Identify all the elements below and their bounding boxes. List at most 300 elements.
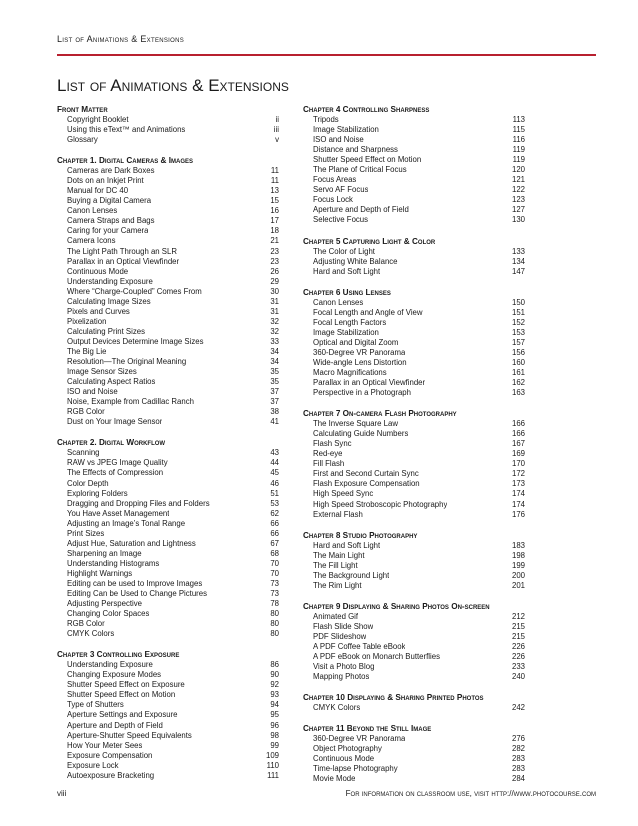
entry-page-number: 283 [511,754,525,764]
entry-page-number: 212 [511,611,525,621]
entry-page-number: 130 [511,215,525,225]
entry-title: Exploring Folders [67,488,128,498]
entry-page-number: 166 [511,419,525,429]
toc-entry[interactable] [57,125,279,135]
toc-entry[interactable] [57,751,279,761]
toc-entry[interactable] [303,368,525,378]
toc-entry[interactable] [303,175,525,185]
entry-page-number: 166 [511,429,525,439]
toc-entry[interactable] [303,622,525,632]
toc-entry[interactable] [303,479,525,489]
entry-page-number: 226 [511,641,525,651]
toc-entry[interactable] [57,670,279,680]
toc-entry[interactable] [303,115,525,125]
toc-entry[interactable] [57,458,279,468]
entry-title: A PDF eBook on Monarch Butterflies [313,652,440,662]
entry-page-number: 226 [511,652,525,662]
toc-entry[interactable] [303,195,525,205]
toc-entry[interactable] [57,226,279,236]
entry-page-number: 78 [270,599,279,609]
entry-page-number: 11 [270,166,279,176]
left-column [57,104,279,781]
entry-page-number: 111 [267,770,279,780]
toc-entry[interactable] [57,579,279,589]
toc-entry[interactable] [303,632,525,642]
entry-title: Pixels and Curves [67,306,130,316]
toc-entry[interactable] [303,754,525,764]
entry-page-number: ii [275,115,279,124]
entry-page-number: 120 [511,165,525,175]
toc-entry[interactable] [303,358,525,368]
toc-entry[interactable] [57,307,279,317]
section-heading: Chapter 6 Using Lenses [303,287,391,297]
entry-title: ISO and Noise [313,135,364,145]
toc-entry[interactable] [303,247,525,257]
entry-page-number: 32 [270,316,279,326]
entry-page-number: 156 [511,347,525,357]
toc-entry[interactable] [303,764,525,774]
entry-title: First and Second Curtain Sync [313,469,419,479]
entry-page-number: 127 [511,205,525,215]
toc-entry[interactable] [57,529,279,539]
entry-title: Aperture and Depth of Field [67,720,163,730]
entry-title: Continuous Mode [313,754,375,764]
entry-title: The Inverse Square Law [313,419,398,429]
entry-title: Wide-angle Lens Distortion [313,357,407,367]
toc-entry[interactable] [303,419,525,429]
entry-title: Pixelization [67,316,107,326]
toc-entry[interactable] [57,539,279,549]
entry-page-number: 44 [270,458,279,468]
entry-title: Image Sensor Sizes [67,367,137,377]
toc-entry[interactable] [303,449,525,459]
entry-title: Copyright Booklet [67,115,129,124]
entry-page-number: 123 [511,195,525,205]
entry-title: Flash Exposure Compensation [313,479,420,489]
entry-page-number: 80 [270,629,279,639]
entry-page-number: 161 [511,367,525,377]
page-title: List of Animations & Extensions [57,76,289,95]
entry-title: Color Depth [67,478,109,488]
section-heading: Chapter 10 Displaying & Sharing Printed Photos [303,693,484,703]
entry-title: Buying a Digital Camera [67,196,152,206]
toc-entry[interactable] [57,206,279,216]
toc-entry[interactable] [303,662,525,672]
entry-page-number: 37 [270,397,279,407]
toc-entry[interactable] [57,741,279,751]
toc-entry[interactable] [303,703,525,713]
entry-page-number: 109 [265,750,279,760]
entry-page-number: 150 [511,297,525,307]
entry-page-number: 41 [270,417,279,427]
header-rule [57,54,596,56]
toc-entry[interactable] [303,459,525,469]
entry-page-number: 95 [270,710,279,720]
toc-entry[interactable] [57,377,279,387]
entry-title: High Speed Sync [313,489,374,499]
entry-page-number: 110 [266,760,279,770]
entry-page-number: 170 [511,459,525,469]
entry-title: RAW vs JPEG Image Quality [67,458,168,468]
toc-entry[interactable] [57,599,279,609]
entry-page-number: 283 [511,764,525,774]
toc-entry[interactable] [57,499,279,509]
entry-page-number: 116 [512,135,525,145]
toc-entry[interactable] [57,397,279,407]
entry-title: Changing Exposure Modes [67,670,162,680]
toc-entry[interactable] [303,135,525,145]
toc-entry[interactable] [57,357,279,367]
section-heading: Front Matter [57,105,108,114]
entry-page-number: 66 [270,518,279,528]
toc-entry[interactable] [57,721,279,731]
toc-entry[interactable] [303,652,525,662]
toc-entry[interactable] [57,287,279,297]
toc-entry[interactable] [303,672,525,682]
entry-title: Focus Areas [313,175,357,185]
toc-entry[interactable] [57,629,279,639]
entry-title: The Rim Light [313,580,362,590]
entry-title: How Your Meter Sees [67,740,143,750]
toc-entry[interactable] [303,267,525,277]
toc-entry[interactable] [303,439,525,449]
entry-title: The Light Path Through an SLR [67,246,177,256]
toc-entry[interactable] [303,338,525,348]
toc-entry[interactable] [303,541,525,551]
toc-entry[interactable] [57,710,279,720]
entry-title: RGB Color [67,619,105,629]
entry-page-number: v [275,135,279,145]
toc-entry[interactable] [303,125,525,135]
entry-title: The Color of Light [313,246,375,256]
entry-title: Continuous Mode [67,266,129,276]
entry-title: PDF Slideshow [313,631,367,641]
entry-page-number: 15 [270,196,279,206]
entry-page-number: 119 [512,155,525,165]
entry-page-number: 45 [270,468,279,478]
entry-page-number: 35 [270,367,279,377]
right-column [303,104,525,784]
toc-entry[interactable] [57,236,279,246]
toc-entry[interactable] [303,429,525,439]
entry-title: Manual for DC 40 [67,186,129,196]
toc-entry[interactable] [57,166,279,176]
entry-title: Autoexposure Bracketing [67,770,155,780]
entry-page-number: 17 [270,216,279,226]
section-heading: Chapter 1. Digital Cameras & Images [57,156,194,166]
entry-title: Camera Icons [67,236,116,246]
entry-title: Focal Length Factors [313,317,387,327]
toc-entry[interactable] [57,448,279,458]
entry-title: The Background Light [313,570,390,580]
entry-page-number: 32 [270,326,279,336]
entry-page-number: 29 [270,276,279,286]
toc-entry[interactable] [303,298,525,308]
toc-entry[interactable] [303,469,525,479]
entry-page-number: 34 [270,357,279,367]
entry-page-number: 163 [511,388,525,398]
entry-page-number: 174 [511,489,525,499]
toc-entry[interactable] [57,135,279,145]
entry-title: External Flash [313,509,363,519]
entry-title: Understanding Histograms [67,558,160,568]
entry-page-number: 70 [270,558,279,568]
toc-entry[interactable] [57,549,279,559]
entry-title: Hard and Soft Light [313,266,381,276]
entry-page-number: 73 [270,589,279,599]
entry-page-number: 134 [511,256,525,266]
entry-page-number: 162 [511,378,525,388]
entry-page-number: 153 [511,327,525,337]
entry-page-number: 284 [511,774,525,784]
entry-page-number: 160 [511,357,525,367]
entry-page-number: 215 [511,621,525,631]
toc-entry[interactable] [303,155,525,165]
toc-entry[interactable] [57,277,279,287]
entry-page-number: 90 [270,670,279,680]
entry-page-number: 23 [270,256,279,266]
toc-entry[interactable] [57,761,279,771]
entry-title: Fill Flash [313,459,345,469]
entry-page-number: 121 [511,175,525,185]
entry-page-number: 282 [511,744,525,754]
section-heading: Chapter 11 Beyond the Still Image [303,724,432,734]
entry-title: Time-lapse Photography [313,764,398,774]
entry-title: Exposure Lock [67,760,119,770]
toc-entry[interactable] [303,551,525,561]
toc-entry[interactable] [303,308,525,318]
toc-entry[interactable] [57,337,279,347]
entry-page-number: 66 [270,528,279,538]
toc-entry[interactable] [303,165,525,175]
entry-title: The Plane of Critical Focus [313,165,407,175]
entry-title: Dots on an Inkjet Print [67,176,144,186]
toc-entry[interactable] [303,744,525,754]
entry-title: Sharpening an Image [67,548,142,558]
toc-entry[interactable] [57,367,279,377]
entry-page-number: 43 [270,448,279,458]
entry-page-number: 51 [270,488,279,498]
entry-title: Perspective in a Photograph [313,388,411,398]
toc-entry[interactable] [57,680,279,690]
toc-entry[interactable] [57,257,279,267]
entry-page-number: 113 [512,115,525,124]
toc-entry[interactable] [57,731,279,741]
entry-title: Adjusting Perspective [67,599,142,609]
entry-page-number: 198 [511,550,525,560]
toc-entry[interactable] [303,378,525,388]
entry-title: Selective Focus [313,215,369,225]
entry-title: Canon Lenses [67,206,118,216]
toc-entry[interactable] [57,176,279,186]
toc-entry[interactable] [303,257,525,267]
entry-title: A PDF Coffee Table eBook [313,641,406,651]
toc-entry[interactable] [303,328,525,338]
entry-title: Understanding Exposure [67,276,153,286]
entry-title: Noise, Example from Cadillac Ranch [67,397,194,407]
entry-page-number: 99 [270,740,279,750]
toc-entry[interactable] [303,388,525,398]
toc-entry[interactable] [57,115,279,125]
entry-title: 360-Degree VR Panorama [313,347,406,357]
toc-entry[interactable] [57,196,279,206]
toc-entry[interactable] [57,417,279,427]
entry-page-number: 33 [270,336,279,346]
toc-entry[interactable] [303,561,525,571]
entry-title: The Main Light [313,550,365,560]
toc-entry[interactable] [303,348,525,358]
entry-title: Aperture and Depth of Field [313,205,409,215]
toc-entry[interactable] [57,468,279,478]
entry-title: Dust on Your Image Sensor [67,417,163,427]
toc-entry[interactable] [303,205,525,215]
entry-page-number: 119 [512,145,525,155]
section-heading: Chapter 3 Controlling Exposure [57,650,180,660]
entry-title: Parallax in an Optical Viewfinder [313,378,426,388]
toc-entry[interactable] [57,327,279,337]
entry-page-number: 67 [270,538,279,548]
entry-title: Output Devices Determine Image Sizes [67,336,204,346]
toc-entry[interactable] [57,479,279,489]
entry-title: Cameras are Dark Boxes [67,166,155,176]
entry-title: 360-Degree VR Panorama [313,734,406,744]
toc-entry[interactable] [57,267,279,277]
entry-title: Flash Sync [313,439,352,449]
entry-page-number: 147 [511,266,525,276]
toc-entry[interactable] [57,519,279,529]
section-heading: Chapter 8 Studio Photography [303,530,418,540]
entry-title: Glossary [67,135,98,145]
entry-page-number: 18 [270,226,279,236]
section-heading: Chapter 7 On-camera Flash Photography [303,409,457,419]
entry-title: Resolution—The Original Meaning [67,357,187,367]
toc-entry[interactable] [57,589,279,599]
entry-page-number: 94 [270,700,279,710]
entry-title: Caring for your Camera [67,226,149,236]
entry-title: Editing can be used to Improve Images [67,578,203,588]
toc-entry[interactable] [57,297,279,307]
toc-entry[interactable] [303,318,525,328]
toc-entry[interactable] [303,774,525,784]
entry-title: Image Stabilization [313,125,379,135]
toc-entry[interactable] [303,185,525,195]
toc-entry[interactable] [303,500,525,510]
toc-entry[interactable] [57,216,279,226]
entry-page-number: 242 [511,703,525,713]
entry-page-number: 183 [511,540,525,550]
toc-entry[interactable] [57,387,279,397]
entry-title: The Big Lie [67,346,107,356]
entry-page-number: 201 [511,580,525,590]
toc-entry[interactable] [303,489,525,499]
toc-entry[interactable] [57,619,279,629]
toc-entry[interactable] [303,571,525,581]
entry-title: Aperture-Shutter Speed Equivalents [67,730,192,740]
entry-title: The Fill Light [313,560,358,570]
entry-page-number: 151 [511,307,525,317]
entry-title: Shutter Speed Effect on Motion [67,690,176,700]
entry-title: Red-eye [313,449,343,459]
entry-page-number: 37 [270,387,279,397]
entry-title: Adjusting an Image’s Tonal Range [67,518,186,528]
toc-entry[interactable] [57,247,279,257]
entry-title: Flash Slide Show [313,621,374,631]
entry-title: Animated Gif [313,611,359,621]
entry-title: Focus Lock [313,195,353,205]
entry-page-number: 93 [270,690,279,700]
entry-title: Calculating Aspect Ratios [67,377,156,387]
toc-entry[interactable] [57,700,279,710]
toc-entry[interactable] [57,690,279,700]
toc-entry[interactable] [303,734,525,744]
toc-entry[interactable] [57,407,279,417]
entry-page-number: 233 [511,662,525,672]
toc-entry[interactable] [303,581,525,591]
toc-entry[interactable] [57,347,279,357]
entry-page-number: 199 [511,560,525,570]
toc-entry[interactable] [57,186,279,196]
entry-page-number: 173 [511,479,525,489]
entry-title: Shutter Speed Effect on Motion [313,155,422,165]
entry-page-number: 133 [511,246,525,256]
toc-entry[interactable] [303,510,525,520]
entry-title: Canon Lenses [313,297,364,307]
entry-page-number: 11 [270,176,279,186]
entry-title: Camera Straps and Bags [67,216,155,226]
entry-title: The Effects of Compression [67,468,164,478]
entry-title: Changing Color Spaces [67,609,150,619]
entry-title: Using this eText™ and Animations [67,125,186,135]
toc-entry[interactable] [303,642,525,652]
entry-title: Scanning [67,448,100,458]
toc-entry[interactable] [57,317,279,327]
toc-entry[interactable] [303,145,525,155]
entry-page-number: 68 [270,548,279,558]
toc-entry[interactable] [57,771,279,781]
entry-title: You Have Asset Management [67,508,170,518]
entry-page-number: 96 [270,720,279,730]
entry-title: Calculating Image Sizes [67,296,151,306]
entry-page-number: 276 [511,734,525,744]
entry-title: Adjust Hue, Saturation and Lightness [67,538,196,548]
toc-entry[interactable] [303,215,525,225]
entry-title: Aperture Settings and Exposure [67,710,178,720]
entry-page-number: 73 [270,578,279,588]
entry-page-number: 122 [511,185,525,195]
footer-note: For information on classroom use, visit http://www.photocourse.com [345,789,596,798]
entry-page-number: 70 [270,568,279,578]
toc-entry[interactable] [57,559,279,569]
entry-page-number: 30 [270,286,279,296]
toc-entry[interactable] [57,609,279,619]
entry-title: Visit a Photo Blog [313,662,375,672]
entry-title: Print Sizes [67,528,105,538]
toc-entry[interactable] [57,489,279,499]
entry-title: CMYK Colors [67,629,115,639]
entry-page-number: 157 [511,337,525,347]
entry-page-number: 13 [270,186,279,196]
toc-entry[interactable] [57,509,279,519]
entry-title: Image Stabilization [313,327,379,337]
entry-page-number: 176 [511,509,525,519]
entry-page-number: 172 [511,469,525,479]
toc-entry[interactable] [57,660,279,670]
section-heading: Chapter 5 Capturing Light & Color [303,236,436,246]
entry-page-number: 86 [270,660,279,670]
entry-page-number: 92 [270,680,279,690]
toc-entry[interactable] [303,612,525,622]
toc-entry[interactable] [57,569,279,579]
